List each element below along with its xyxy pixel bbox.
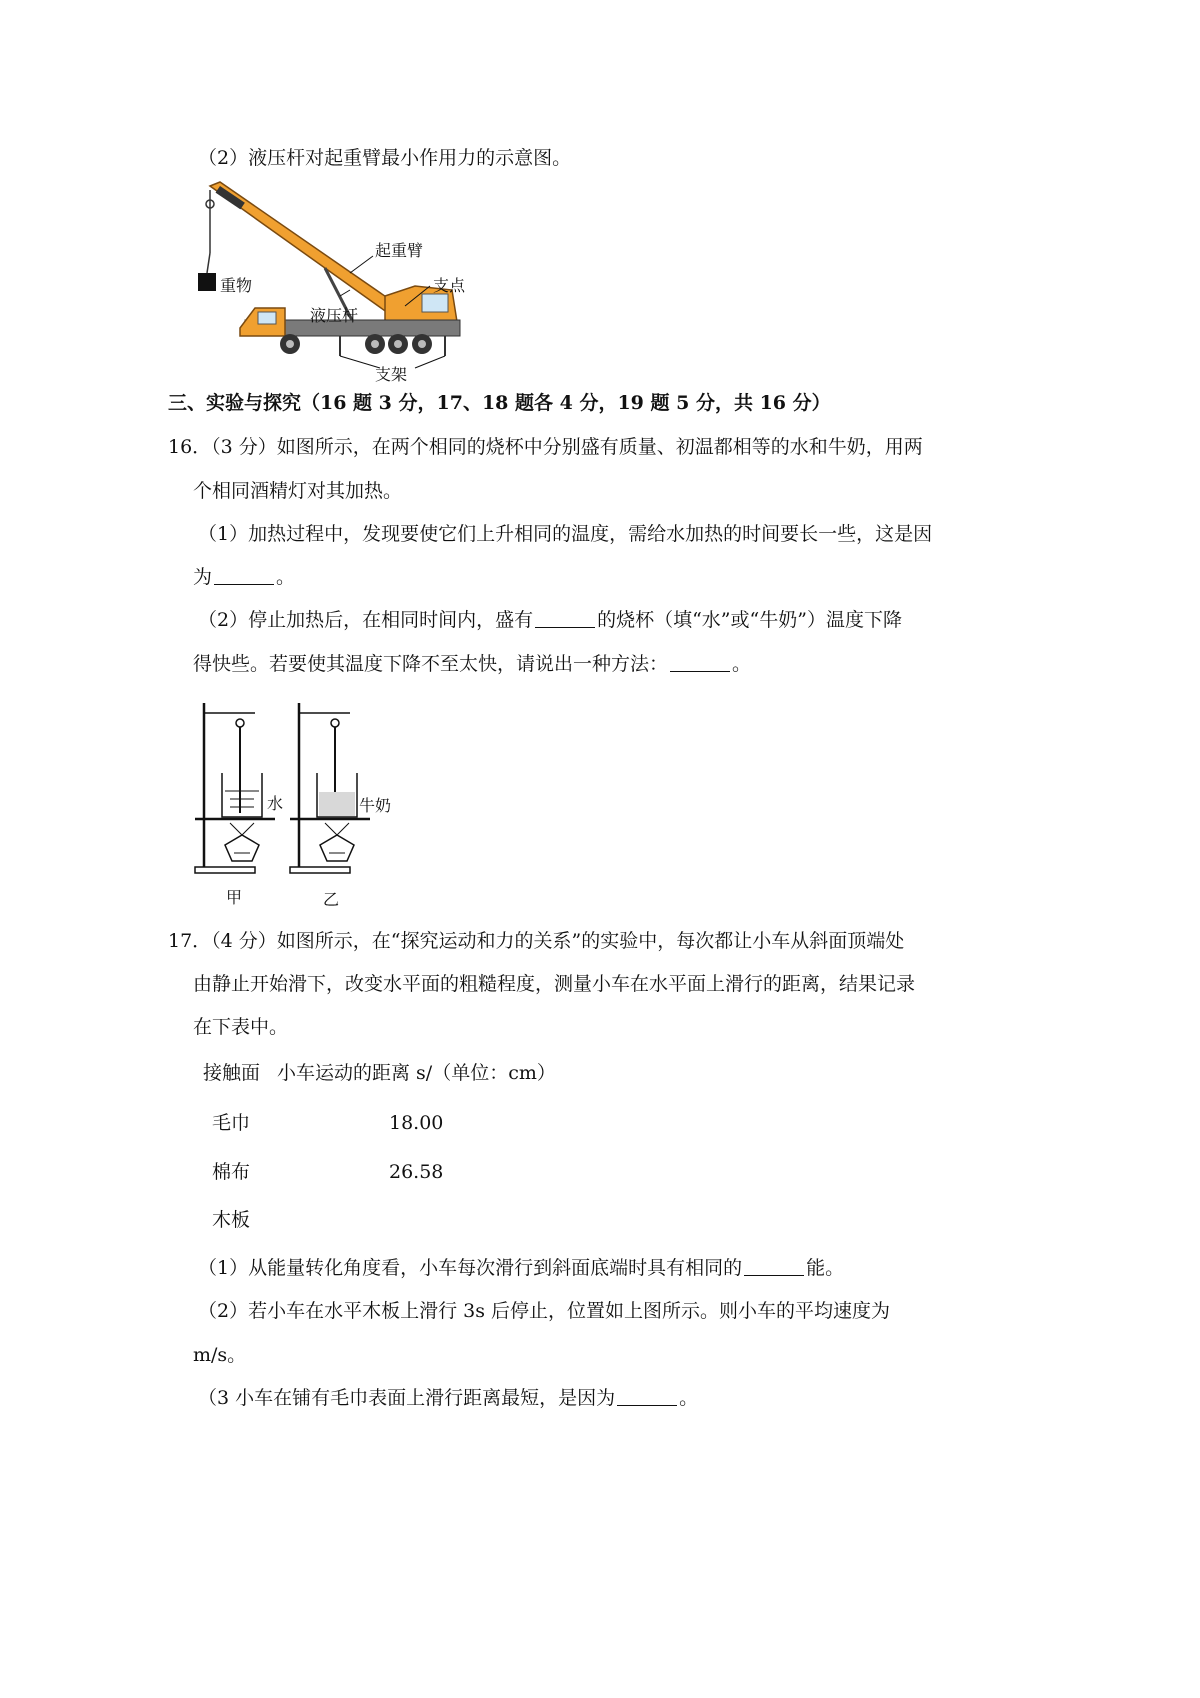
q16-part2-line1 [198, 607, 902, 633]
q17-part3-text-pre: （3 小车在铺有毛巾表面上滑行距离最短，是因为 [198, 1387, 616, 1409]
q17-part3-text-post: 。 [679, 1387, 699, 1409]
q17-part1-text-post: 能。 [806, 1257, 845, 1279]
crane-label-hydraulic: 液压杆 [310, 306, 359, 325]
table-row-surface: 木板 [212, 1209, 251, 1231]
q17-stem-line1: 17．（4 分）如图所示，在“探究运动和力的关系”的实验中，每次都让小车从斜面顶端处 [168, 930, 905, 952]
table-row-surface: 毛巾 [212, 1112, 251, 1134]
q17-part2-line1: （2）若小车在水平木板上滑行 3s 后停止，位置如上图所示。则小车的平均速度为 [198, 1300, 891, 1322]
q17-part1 [198, 1255, 844, 1281]
q17-stem-line3: 在下表中。 [193, 1016, 289, 1038]
q16-stem-line1: 16．（3 分）如图所示，在两个相同的烧杯中分别盛有质量、初温都相等的水和牛奶，用两 [168, 436, 923, 458]
section3-title: 三、实验与探究（16 题 3 分，17、18 题各 4 分，19 题 5 分，共 16 分） [168, 392, 831, 414]
answer-blank[interactable] [535, 609, 595, 628]
beaker-figure [190, 695, 410, 910]
crane-label-weight: 重物 [220, 276, 253, 295]
table-row-distance: 26.58 [389, 1161, 444, 1183]
table-row-surface: 棉布 [212, 1161, 251, 1183]
q17-stem-line2: 由静止开始滑下，改变水平面的粗糙程度，测量小车在水平面上滑行的距离，结果记录 [193, 973, 916, 995]
q17-part1-text-pre: （1）从能量转化角度看，小车每次滑行到斜面底端时具有相同的 [198, 1257, 743, 1279]
q17-part2-line2: m/s。 [193, 1344, 247, 1366]
answer-blank[interactable] [617, 1387, 677, 1406]
q16-part1-text-pre: 为 [193, 566, 213, 588]
q17-part3 [198, 1385, 698, 1411]
q16-part2-text-pre: （2）停止加热后，在相同时间内，盛有 [198, 609, 534, 631]
crane-label-pivot: 支点 [433, 276, 466, 295]
table-header-distance: 小车运动的距离 s/（单位：cm） [277, 1062, 556, 1084]
table-header-surface: 接触面 [203, 1062, 261, 1084]
q16-part1-text-post: 。 [276, 566, 296, 588]
q15-part2-text: （2）液压杆对起重臂最小作用力的示意图。 [198, 147, 572, 169]
beaker-label-jia: 甲 [226, 888, 243, 907]
answer-blank[interactable] [214, 566, 274, 585]
crane-label-support: 支架 [375, 365, 408, 384]
answer-blank[interactable] [670, 653, 730, 672]
table-row-distance: 18.00 [389, 1112, 444, 1134]
q16-part2-line2-pre: 得快些。若要使其温度下降不至太快，请说出一种方法： [193, 653, 669, 675]
q16-part2-line2 [193, 651, 751, 677]
crane-label-boom: 起重臂 [375, 241, 424, 260]
q16-part2-text-post: 的烧杯（填“水”或“牛奶”）温度下降 [597, 609, 902, 631]
q16-part1-line2 [193, 564, 295, 590]
q16-stem-line2: 个相同酒精灯对其加热。 [193, 480, 403, 502]
beaker-label-water: 水 [267, 794, 284, 813]
beaker-label-yi: 乙 [323, 890, 340, 909]
beaker-label-milk: 牛奶 [359, 796, 392, 815]
crane-figure [190, 178, 480, 383]
answer-blank[interactable] [744, 1257, 804, 1276]
weight-block [198, 273, 216, 291]
q16-part2-line2-post: 。 [732, 653, 752, 675]
q16-part1-line1: （1）加热过程中，发现要使它们上升相同的温度，需给水加热的时间要长一些，这是因 [198, 523, 933, 545]
